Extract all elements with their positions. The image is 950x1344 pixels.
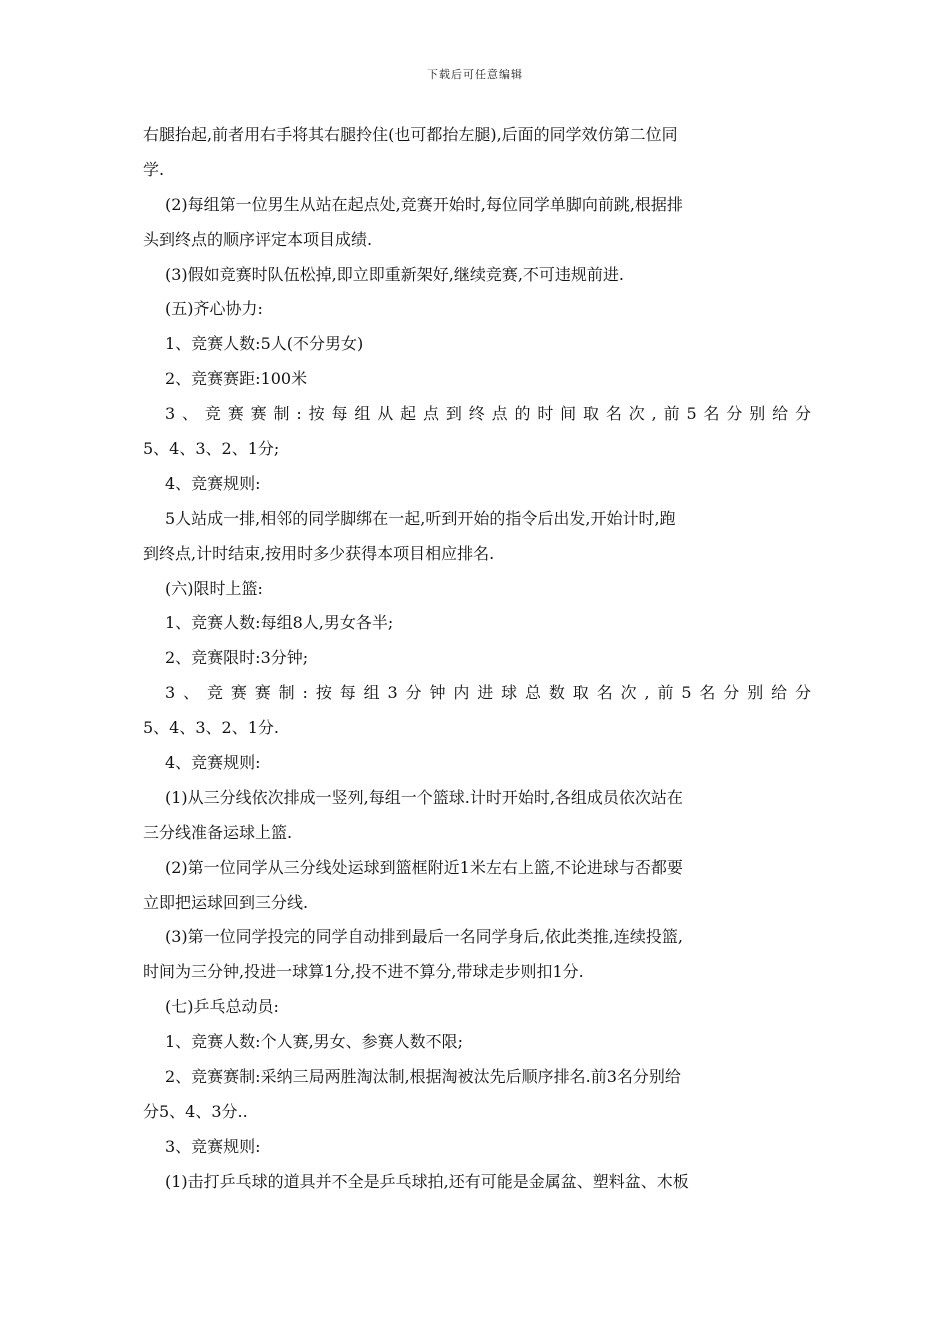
text-line: 5、4、3、2、1分; xyxy=(143,439,280,459)
text-line: 到终点,计时结束,按用时多少获得本项目相应排名. xyxy=(143,543,495,563)
text-line: 分5、4、3分.. xyxy=(143,1101,248,1121)
text-line: 三分线准备运球上篮. xyxy=(143,822,293,842)
text-line: 头到终点的顺序评定本项目成绩. xyxy=(143,229,373,249)
text-line: (1)从三分线依次排成一竖列,每组一个篮球.计时开始时,各组成员依次站在 xyxy=(165,787,683,807)
text-line: (七)乒乓总动员: xyxy=(165,997,279,1017)
text-line: (2)第一位同学从三分线处运球到篮框附近1米左右上篮,不论进球与否都要 xyxy=(165,857,683,877)
text-line: (1)击打乒乓球的道具并不全是乒乓球拍,还有可能是金属盆、塑料盆、木板 xyxy=(165,1171,689,1191)
text-line: (3)第一位同学投完的同学自动排到最后一名同学身后,依此类推,连续投篮, xyxy=(165,927,683,947)
text-line: (六)限时上篮: xyxy=(165,578,263,598)
text-line: 2、竞赛赛距:100米 xyxy=(165,369,308,389)
text-line: 5、4、3、2、1分. xyxy=(143,718,279,738)
document-body xyxy=(143,118,811,1200)
text-line: 1、竞赛人数:每组8人,男女各半; xyxy=(165,613,394,633)
text-line: 4、竞赛规则: xyxy=(165,473,261,493)
text-line: (2)每组第一位男生从站在起点处,竞赛开始时,每位同学单脚向前跳,根据排 xyxy=(165,194,683,214)
text-line: 5人站成一排,相邻的同学脚绑在一起,听到开始的指令后出发,开始计时,跑 xyxy=(165,508,676,528)
text-line: 1、竞赛人数:个人赛,男女、参赛人数不限; xyxy=(165,1032,464,1052)
text-line: 3、竞赛赛制:按每组3分钟内进球总数取名次,前5名分别给分 xyxy=(165,683,811,703)
text-line: (五)齐心协力: xyxy=(165,299,263,319)
text-line: 3、竞赛规则: xyxy=(165,1136,261,1156)
page-header: 下载后可任意编辑 xyxy=(427,68,523,81)
text-line: 2、竞赛限时:3分钟; xyxy=(165,648,309,668)
text-line: 3、竞赛赛制:按每组从起点到终点的时间取名次,前5名分别给分 xyxy=(165,404,811,424)
text-line: 4、竞赛规则: xyxy=(165,753,261,773)
text-line: 学. xyxy=(143,159,165,179)
text-line: 2、竞赛赛制:采纳三局两胜淘汰制,根据淘被汰先后顺序排名.前3名分别给 xyxy=(165,1067,681,1087)
text-line: (3)假如竞赛时队伍松掉,即立即重新架好,继续竞赛,不可违规前进. xyxy=(165,264,625,284)
text-line: 右腿抬起,前者用右手将其右腿拎住(也可都抬左腿),后面的同学效仿第二位同 xyxy=(143,125,678,144)
text-line: 时间为三分钟,投进一球算1分,投不进不算分,带球走步则扣1分. xyxy=(143,962,584,982)
text-line: 1、竞赛人数:5人(不分男女) xyxy=(165,334,364,354)
text-line: 立即把运球回到三分线. xyxy=(143,892,309,912)
